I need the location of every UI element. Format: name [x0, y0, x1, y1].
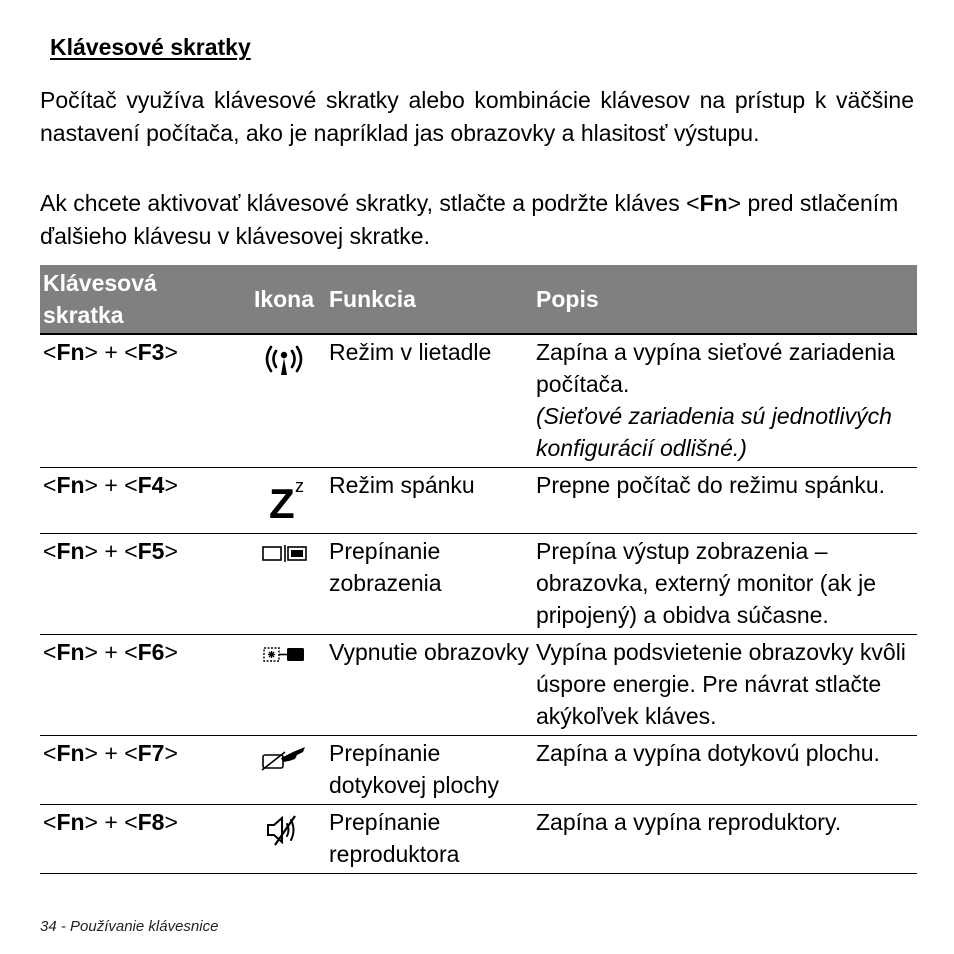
fn-key: Fn: [56, 339, 85, 365]
plus-sign: > + <: [84, 639, 138, 665]
icon-cell: [242, 468, 326, 534]
fn-key: Fn: [56, 538, 85, 564]
fn-key-label: Fn: [699, 190, 728, 216]
page-title: Klávesové skratky: [50, 34, 251, 60]
table-row: [40, 736, 917, 805]
header-function: Funkcia: [326, 265, 533, 334]
function-key: F4: [137, 472, 165, 498]
plus-sign: > + <: [84, 538, 138, 564]
shortcut-cell: <Fn> + <F4>: [40, 468, 242, 534]
icon-cell: [242, 736, 326, 805]
intro-paragraph: Počítač využíva klávesové skratky alebo kombinácie klávesov na prístup k väčšine nastavení počítača, ako je napríklad jas obrazovky a hlasitosť výstupu.: [40, 87, 914, 146]
description-cell: Zapína a vypína reproduktory.: [533, 805, 917, 874]
table-row: [40, 635, 917, 736]
function-cell: Prepínanie dotykovej plochy: [326, 736, 533, 805]
plus-sign: > + <: [84, 472, 138, 498]
function-key: F8: [137, 809, 165, 835]
description-note: (Sieťové zariadenia sú jednotlivých konfigurácií odlišné.): [536, 403, 892, 461]
function-key: F7: [137, 740, 165, 766]
description-cell: Prepína výstup zobrazenia – obrazovka, externý monitor (ak je pripojený) a obidva súčasne.: [533, 534, 917, 635]
table-row: [40, 334, 917, 468]
table-header-row: [40, 265, 917, 334]
header-description: Popis: [533, 265, 917, 334]
table-row: [40, 468, 917, 534]
icon-cell: [242, 635, 326, 736]
shortcut-cell: <Fn> + <F3>: [40, 334, 242, 468]
speaker-mute-icon: [262, 813, 306, 847]
sleep-icon: [261, 476, 307, 522]
fn-key: Fn: [56, 639, 85, 665]
description-cell: Vypína podsvietenie obrazovky kvôli úspore energie. Pre návrat stlačte akýkoľvek kláves.: [533, 635, 917, 736]
header-shortcut: Klávesová skratka: [40, 265, 242, 334]
header-icon: Ikona: [242, 265, 326, 334]
function-key: F3: [137, 339, 165, 365]
icon-cell: [242, 334, 326, 468]
table-row: [40, 805, 917, 874]
sleep-icon-small-z: z: [295, 476, 304, 496]
activation-text-end: > pred stlačením ďalšieho klávesu v klávesovej skratke.: [40, 190, 899, 249]
description-cell: Zapína a vypína dotykovú plochu.: [533, 736, 917, 805]
airplane-mode-icon: [261, 343, 307, 377]
sleep-icon-big-z: Z: [269, 480, 295, 522]
shortcut-cell: <Fn> + <F5>: [40, 534, 242, 635]
page-footer: 34 - Používanie klávesnice: [40, 918, 219, 935]
plus-sign: > + <: [84, 740, 138, 766]
function-cell: Vypnutie obrazovky: [326, 635, 533, 736]
hotkeys-table: [40, 265, 917, 874]
description-cell: [533, 334, 917, 468]
function-cell: Prepínanie zobrazenia: [326, 534, 533, 635]
description-text: Zapína a vypína sieťové zariadenia počítača.: [536, 339, 895, 397]
icon-cell: [242, 534, 326, 635]
shortcut-cell: <Fn> + <F7>: [40, 736, 242, 805]
fn-key: Fn: [56, 740, 85, 766]
description-cell: Prepne počítač do režimu spánku.: [533, 468, 917, 534]
activation-text-start: Ak chcete aktivovať klávesové skratky, stlačte a podržte kláves <: [40, 190, 700, 216]
display-toggle-icon: [259, 542, 309, 566]
fn-key: Fn: [56, 472, 85, 498]
icon-cell: [242, 805, 326, 874]
shortcut-cell: <Fn> + <F6>: [40, 635, 242, 736]
function-key: F6: [137, 639, 165, 665]
shortcut-cell: <Fn> + <F8>: [40, 805, 242, 874]
touchpad-toggle-icon: [259, 744, 309, 772]
plus-sign: > + <: [84, 339, 138, 365]
plus-sign: > + <: [84, 809, 138, 835]
function-key: F5: [137, 538, 165, 564]
function-cell: Režim spánku: [326, 468, 533, 534]
function-cell: Prepínanie reproduktora: [326, 805, 533, 874]
function-cell: Režim v lietadle: [326, 334, 533, 468]
fn-key: Fn: [56, 809, 85, 835]
activation-paragraph: [40, 187, 914, 253]
table-row: [40, 534, 917, 635]
display-off-icon: [259, 643, 309, 667]
